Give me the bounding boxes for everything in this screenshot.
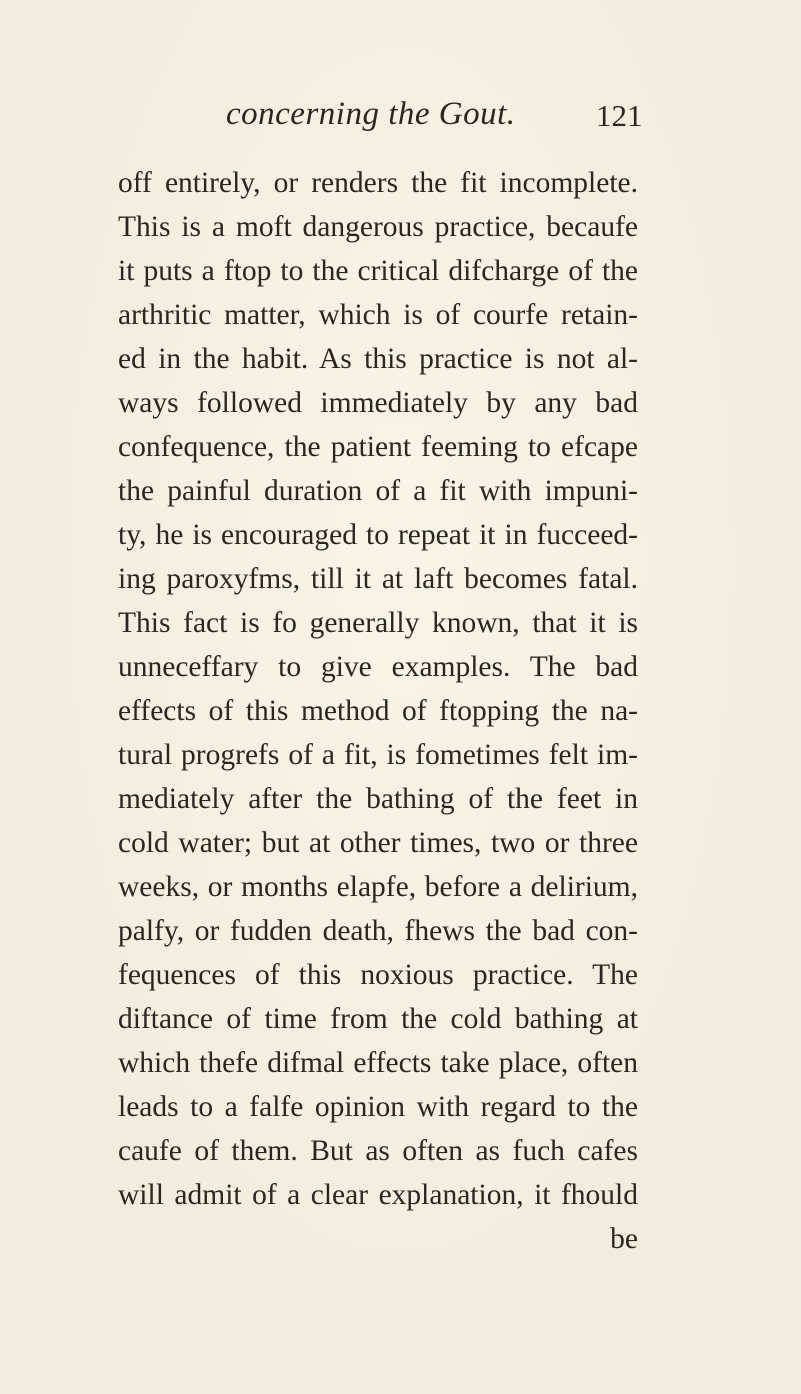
body-text: [118, 161, 638, 1261]
text-line: This is a moft dangerous practice, becaufe: [118, 211, 638, 243]
catchword: be: [610, 1223, 638, 1255]
text-line: palfy, or fudden death, fhews the bad con-: [118, 915, 638, 947]
text-line: ing paroxyfms, till it at laft becomes fatal.: [118, 563, 638, 595]
text-line: cold water; but at other times, two or three: [118, 827, 638, 859]
text-line: This fact is fo generally known, that it is: [118, 607, 638, 639]
text-line: will admit of a clear explanation, it fhould: [118, 1179, 638, 1211]
text-line: leads to a falfe opinion with regard to the: [118, 1091, 638, 1123]
text-line: it puts a ftop to the critical difcharge of the: [118, 255, 638, 287]
text-line: caufe of them. But as often as fuch cafes: [118, 1135, 638, 1167]
running-head-title: concerning the Gout.: [226, 96, 516, 132]
text-line: ty, he is encouraged to repeat it in fucceed-: [118, 519, 638, 551]
text-line: confequence, the patient feeming to efcape: [118, 431, 638, 463]
text-line: unneceffary to give examples. The bad: [118, 651, 638, 683]
text-line: which thefe difmal effects take place, often: [118, 1047, 638, 1079]
text-line: off entirely, or renders the fit incomplete.: [118, 167, 638, 199]
text-line: arthritic matter, which is of courfe retain-: [118, 299, 638, 331]
text-line: effects of this method of ftopping the na-: [118, 695, 638, 727]
text-line: diftance of time from the cold bathing at: [118, 1003, 638, 1035]
text-line: ways followed immediately by any bad: [118, 387, 638, 419]
page-number: 121: [596, 98, 643, 133]
text-line: ed in the habit. As this practice is not al-: [118, 343, 638, 375]
text-line: the painful duration of a fit with impuni-: [118, 475, 638, 507]
text-line: fequences of this noxious practice. The: [118, 959, 638, 991]
running-head: [0, 96, 801, 136]
text-line: mediately after the bathing of the feet in: [118, 783, 638, 815]
text-line: weeks, or months elapfe, before a delirium,: [118, 871, 638, 903]
text-line: tural progrefs of a fit, is fometimes felt im-: [118, 739, 638, 771]
